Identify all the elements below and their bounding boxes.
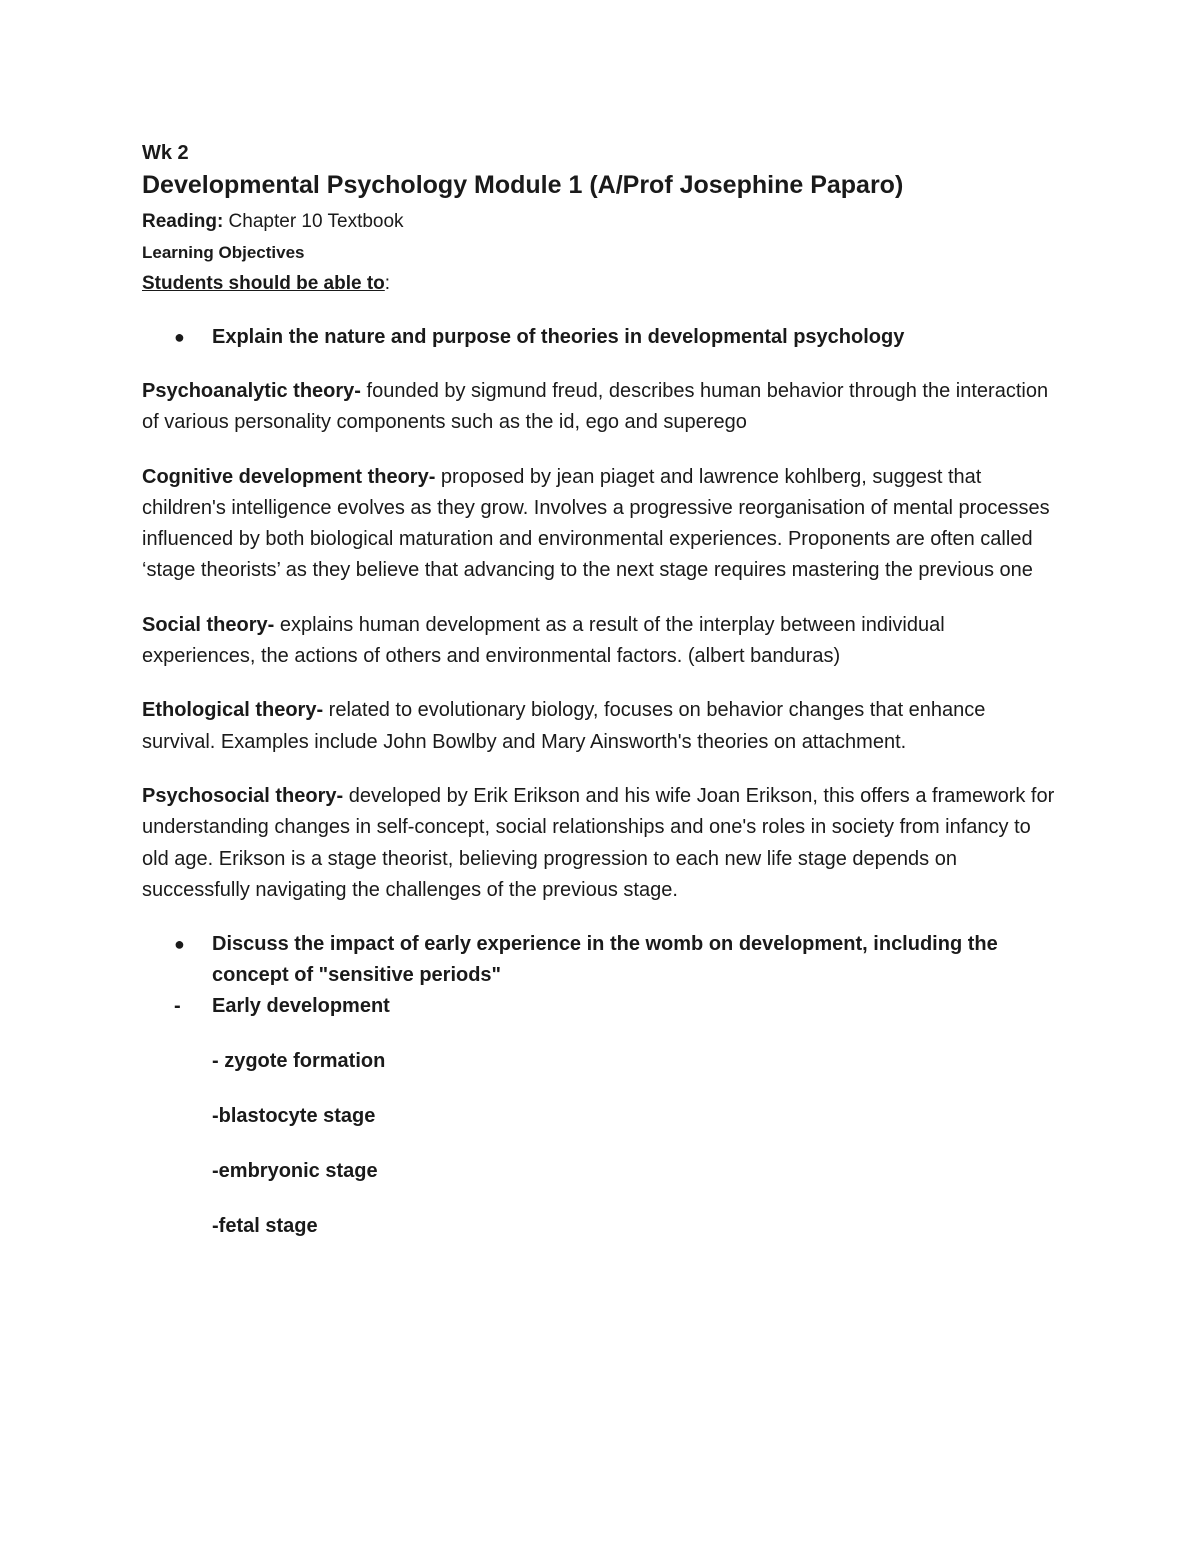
theory-description: explains human development as a result of the interplay between individual experiences, the actions of others and environmental factors. (albert banduras) <box>142 613 945 668</box>
theory-name: Psychosocial theory- <box>142 784 344 807</box>
objective-text-2: Discuss the impact of early experience in the womb on development, including the concept of "sensitive periods" <box>212 933 998 987</box>
reading-value: Chapter 10 Textbook <box>223 211 404 232</box>
objective-bullet-2 <box>142 929 1062 991</box>
page-title: Developmental Psychology Module 1 (A/Prof Josephine Paparo) <box>142 171 904 199</box>
learning-objectives-heading: Learning Objectives <box>142 243 305 262</box>
stage-item: -fetal stage <box>212 1215 318 1238</box>
dash-marker: - <box>174 995 181 1018</box>
bullet-icon: ● <box>174 934 185 955</box>
theory-description: developed by Erik Erikson and his wife Joan Erikson, this offers a framework for understanding changes in self-concept, social relationships and one's roles in society from infancy to old age. Erikson is a stage theorist, believing progression to each new life stage depends on successfully navigating the challenges of the previous stage. <box>142 784 1055 901</box>
theory-description: founded by sigmund freud, describes human behavior through the interaction of various personality components such as the id, ego and superego <box>142 380 1049 434</box>
theory-paragraph <box>142 695 1062 758</box>
theory-description: related to evolutionary biology, focuses on behavior changes that enhance survival. Examples include John Bowlby and Mary Ainsworth's theories on attachment. <box>142 699 986 753</box>
objective-bullet-1 <box>142 322 1062 353</box>
early-development-item <box>142 991 1062 1022</box>
week-label: Wk 2 <box>142 142 189 164</box>
theory-name: Ethological theory- <box>142 699 324 722</box>
students-label: Students should be able to <box>142 273 385 294</box>
bullet-icon: ● <box>174 327 185 347</box>
stage-item: - zygote formation <box>212 1050 386 1073</box>
theory-paragraph <box>142 781 1062 906</box>
theory-paragraph <box>142 376 1062 439</box>
objective-text-1: Explain the nature and purpose of theories in developmental psychology <box>212 326 905 348</box>
theory-paragraph <box>142 610 1062 673</box>
stage-item: -blastocyte stage <box>212 1105 376 1128</box>
students-colon: : <box>384 273 391 294</box>
reading-line <box>142 208 1062 236</box>
theory-name: Social theory- <box>142 613 275 636</box>
students-line <box>142 270 1062 298</box>
theory-name: Psychoanalytic theory- <box>142 380 361 402</box>
reading-label: Reading: <box>142 211 224 232</box>
document-content <box>142 140 1062 1242</box>
early-development-label: Early development <box>212 995 390 1018</box>
theory-paragraph <box>142 462 1062 587</box>
theory-description: proposed by jean piaget and lawrence kohlberg, suggest that children's intelligence evolves as they grow. Involves a progressive reorganisation of mental processes influenced by both biological maturation and environmental experiences. Proponents are often called ‘stage theorists’ as they believe that advancing to the next stage requires mastering the previous one <box>142 465 1050 582</box>
stage-item: -embryonic stage <box>212 1160 378 1183</box>
theory-name: Cognitive development theory- <box>142 465 436 488</box>
